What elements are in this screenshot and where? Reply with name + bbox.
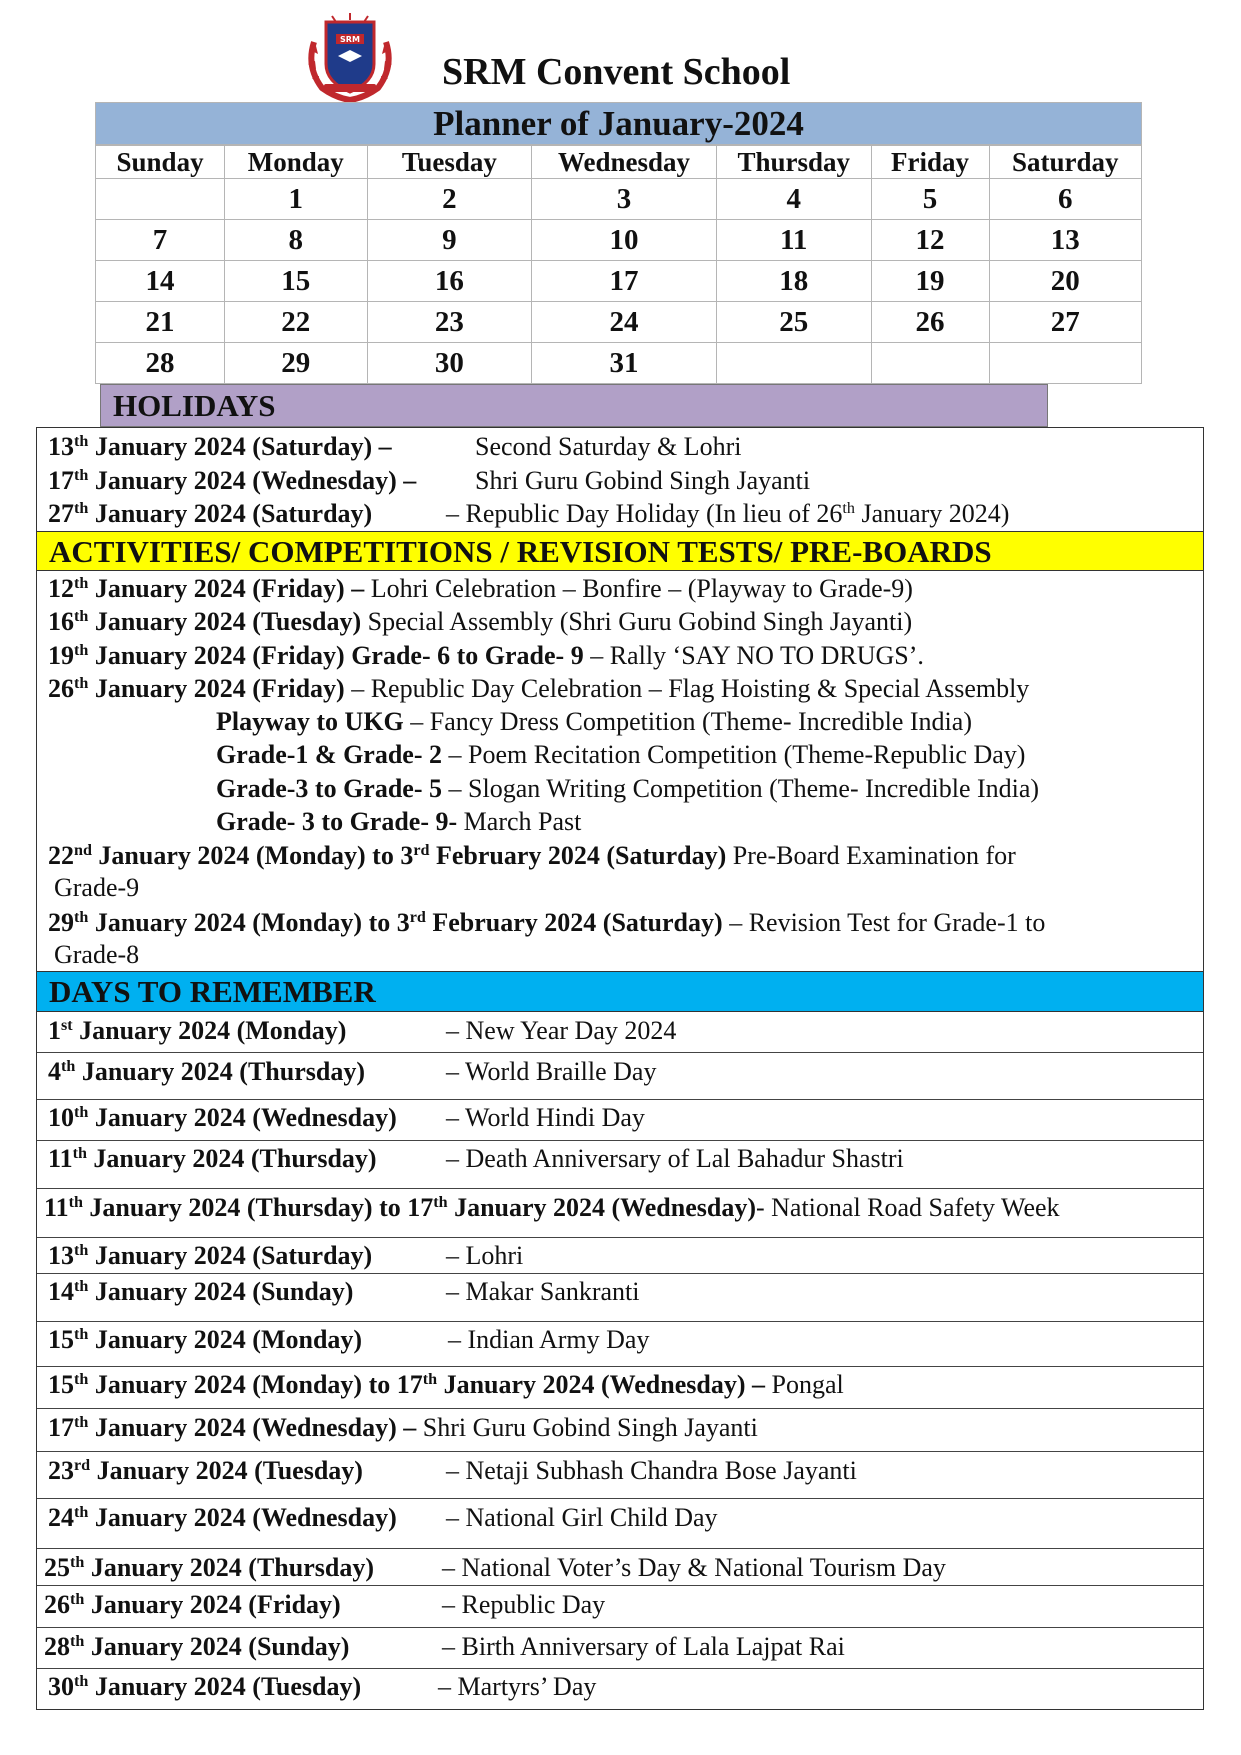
calendar-day: 7 <box>96 220 225 261</box>
holiday-item: 27th January 2024 (Saturday) – Republic Day Holiday (In lieu of 26th January 2024) <box>48 499 1010 528</box>
remember-item: 25th January 2024 (Thursday) – National Voter’s Day & National Tourism Day <box>44 1553 946 1582</box>
calendar-week <box>96 220 1142 261</box>
remember-item: 26th January 2024 (Friday) – Republic Day <box>44 1590 606 1619</box>
calendar-weekday-row <box>96 146 1142 179</box>
calendar-day: 9 <box>367 220 532 261</box>
weekday-monday: Monday <box>225 146 367 179</box>
row-divider <box>37 1140 1203 1141</box>
calendar-day: 29 <box>225 343 367 384</box>
remember-item: 17th January 2024 (Wednesday) – Shri Guru Gobind Singh Jayanti <box>48 1413 758 1442</box>
calendar-day: 17 <box>532 261 717 302</box>
calendar-day <box>989 343 1141 384</box>
calendar-day: 20 <box>989 261 1141 302</box>
days-to-remember-heading: DAYS TO REMEMBER <box>37 971 1203 1012</box>
calendar-day: 23 <box>367 302 532 343</box>
activity-item: 29th January 2024 (Monday) to 3rd February 2024 (Saturday) – Revision Test for Grade-1 to <box>48 908 1046 937</box>
calendar-day: 26 <box>871 302 989 343</box>
row-divider <box>37 1099 1203 1100</box>
calendar-day: 21 <box>96 302 225 343</box>
remember-item: 28th January 2024 (Sunday) – Birth Anniversary of Lala Lajpat Rai <box>44 1632 845 1661</box>
remember-item: 10th January 2024 (Wednesday) – World Hindi Day <box>48 1103 645 1132</box>
activities-heading: ACTIVITIES/ COMPETITIONS / REVISION TESTS/ PRE-BOARDS <box>37 531 1203 571</box>
calendar-day: 12 <box>871 220 989 261</box>
weekday-tuesday: Tuesday <box>367 146 532 179</box>
calendar-grid <box>95 145 1142 384</box>
calendar-day: 31 <box>532 343 717 384</box>
calendar-day: 8 <box>225 220 367 261</box>
remember-item: 13th January 2024 (Saturday) – Lohri <box>48 1241 524 1270</box>
calendar-day: 5 <box>871 179 989 220</box>
activity-item-continued: Grade-8 <box>54 940 140 969</box>
calendar-day: 15 <box>225 261 367 302</box>
calendar-day: 1 <box>225 179 367 220</box>
calendar-day: 13 <box>989 220 1141 261</box>
activity-item-continued: Grade-9 <box>54 873 140 902</box>
calendar-day: 19 <box>871 261 989 302</box>
calendar-week <box>96 302 1142 343</box>
remember-item: 11th January 2024 (Thursday) – Death Anniversary of Lal Bahadur Shastri <box>48 1144 904 1173</box>
school-crest-icon <box>300 12 400 102</box>
calendar-day: 14 <box>96 261 225 302</box>
row-divider <box>37 1408 1203 1409</box>
remember-item: 15th January 2024 (Monday) – Indian Army Day <box>48 1325 650 1354</box>
row-divider <box>37 1668 1203 1669</box>
row-divider <box>37 1237 1203 1238</box>
calendar-day: 28 <box>96 343 225 384</box>
remember-item: 4th January 2024 (Thursday) – World Braille Day <box>48 1057 657 1086</box>
calendar-title: Planner of January-2024 <box>95 102 1142 145</box>
calendar-day: 18 <box>716 261 871 302</box>
calendar-day: 2 <box>367 179 532 220</box>
remember-item: 30th January 2024 (Tuesday) – Martyrs’ Day <box>48 1672 597 1701</box>
remember-item: 1st January 2024 (Monday) – New Year Day 2024 <box>48 1016 677 1045</box>
row-divider <box>37 1366 1203 1367</box>
row-divider <box>37 1188 1203 1189</box>
row-divider <box>37 1627 1203 1628</box>
calendar-week <box>96 261 1142 302</box>
calendar-day: 4 <box>716 179 871 220</box>
weekday-friday: Friday <box>871 146 989 179</box>
calendar-day: 27 <box>989 302 1141 343</box>
svg-text:SRM: SRM <box>340 35 360 44</box>
holiday-item: 17th January 2024 (Wednesday) – Shri Guru Gobind Singh Jayanti <box>48 466 811 495</box>
calendar-day: 3 <box>532 179 717 220</box>
remember-item: 23rd January 2024 (Tuesday) – Netaji Subhash Chandra Bose Jayanti <box>48 1456 857 1485</box>
calendar-day: 6 <box>989 179 1141 220</box>
row-divider <box>37 1498 1203 1499</box>
activity-item: 19th January 2024 (Friday) Grade- 6 to Grade- 9 – Rally ‘SAY NO TO DRUGS’. <box>48 641 924 670</box>
weekday-saturday: Saturday <box>989 146 1141 179</box>
calendar-day: 30 <box>367 343 532 384</box>
row-divider <box>37 1273 1203 1274</box>
calendar-day: 11 <box>716 220 871 261</box>
calendar-day: 25 <box>716 302 871 343</box>
activity-item: 16th January 2024 (Tuesday) Special Assembly (Shri Guru Gobind Singh Jayanti) <box>48 607 913 636</box>
activity-item: 26th January 2024 (Friday) – Republic Day Celebration – Flag Hoisting & Special Assembly <box>48 674 1030 703</box>
activity-sub-item: Grade-1 & Grade- 2 – Poem Recitation Competition (Theme-Republic Day) <box>216 740 1026 769</box>
calendar-day <box>871 343 989 384</box>
calendar-week <box>96 179 1142 220</box>
weekday-thursday: Thursday <box>716 146 871 179</box>
weekday-wednesday: Wednesday <box>532 146 717 179</box>
holiday-item: 13th January 2024 (Saturday) – Second Saturday & Lohri <box>48 432 742 461</box>
remember-item: 15th January 2024 (Monday) to 17th January 2024 (Wednesday) – Pongal <box>48 1370 844 1399</box>
row-divider <box>37 1451 1203 1452</box>
calendar-day: 22 <box>225 302 367 343</box>
school-name: SRM Convent School <box>442 51 791 93</box>
calendar-day <box>716 343 871 384</box>
holidays-heading: HOLIDAYS <box>100 384 1048 427</box>
remember-item: 11th January 2024 (Thursday) to 17th January 2024 (Wednesday)- National Road Safety Week <box>44 1193 1060 1222</box>
remember-item: 14th January 2024 (Sunday) – Makar Sankranti <box>48 1277 640 1306</box>
activity-item: 22nd January 2024 (Monday) to 3rd February 2024 (Saturday) Pre-Board Examination for <box>48 841 1016 870</box>
activity-item: 12th January 2024 (Friday) – Lohri Celebration – Bonfire – (Playway to Grade-9) <box>48 574 913 603</box>
weekday-sunday: Sunday <box>96 146 225 179</box>
calendar-day: 16 <box>367 261 532 302</box>
row-divider <box>37 1548 1203 1549</box>
row-divider <box>37 1585 1203 1586</box>
activity-sub-item: Playway to UKG – Fancy Dress Competition (Theme- Incredible India) <box>216 707 972 736</box>
calendar-day: 10 <box>532 220 717 261</box>
row-divider <box>37 1052 1203 1053</box>
calendar-week <box>96 343 1142 384</box>
calendar-day: 24 <box>532 302 717 343</box>
row-divider <box>37 1321 1203 1322</box>
activity-sub-item: Grade-3 to Grade- 5 – Slogan Writing Competition (Theme- Incredible India) <box>216 774 1040 803</box>
activity-sub-item: Grade- 3 to Grade- 9- March Past <box>216 807 582 836</box>
remember-item: 24th January 2024 (Wednesday) – National Girl Child Day <box>48 1503 718 1532</box>
calendar-day <box>96 179 225 220</box>
